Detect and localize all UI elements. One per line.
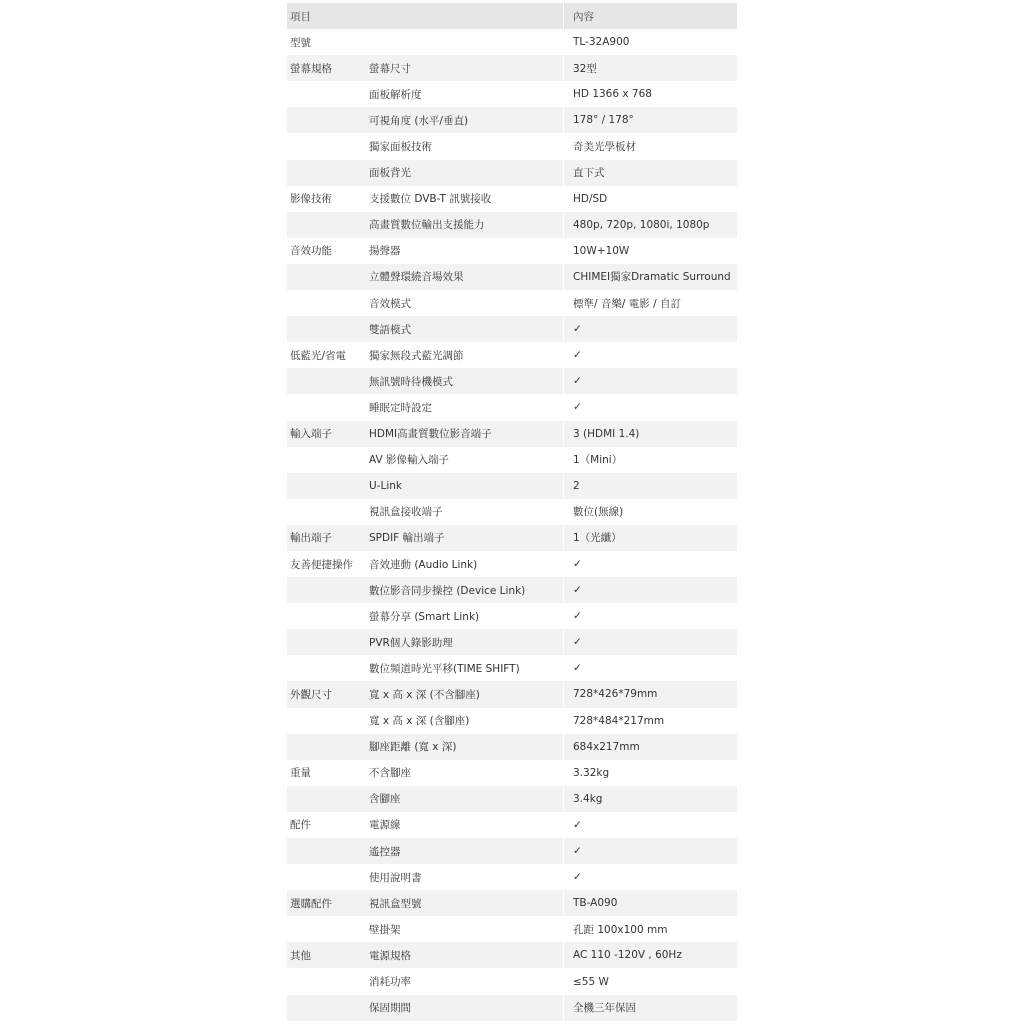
row-item: 含腳座 — [369, 793, 401, 806]
table-row — [287, 368, 737, 394]
row-item: SPDIF 輸出端子 — [369, 532, 445, 545]
row-value: 3.4kg — [573, 792, 603, 805]
table-row — [287, 734, 737, 760]
table-row — [287, 133, 737, 159]
table-row — [287, 473, 737, 499]
row-item: 不含腳座 — [369, 767, 411, 780]
spec-table — [287, 3, 737, 1021]
table-row — [287, 577, 737, 603]
row-value: 數位(無線) — [573, 506, 624, 519]
row-value: ✓ — [573, 584, 582, 597]
row-value: 1（Mini） — [573, 454, 623, 467]
row-item: 音效模式 — [369, 297, 411, 310]
row-item: 電源線 — [369, 819, 401, 832]
row-value: 3 (HDMI 1.4) — [573, 427, 640, 440]
row-category: 配件 — [290, 819, 311, 832]
table-row — [287, 29, 737, 55]
row-value: ✓ — [573, 375, 582, 388]
row-value: ✓ — [573, 871, 582, 884]
row-item: 睡眠定時設定 — [369, 401, 432, 414]
row-value: ✓ — [573, 818, 582, 831]
table-row — [287, 786, 737, 812]
row-item: 數位影音同步操控 (Device Link) — [369, 584, 526, 597]
row-value: AC 110 -120V , 60Hz — [573, 949, 682, 962]
row-item: 音效連動 (Audio Link) — [369, 558, 478, 571]
row-item: 保固期間 — [369, 1002, 411, 1015]
row-item: 螢幕分享 (Smart Link) — [369, 610, 480, 623]
row-value: 480p, 720p, 1080i, 1080p — [573, 218, 710, 231]
row-item: 高畫質數位輸出支援能力 — [369, 219, 485, 232]
row-value: ✓ — [573, 401, 582, 414]
row-item: 雙語模式 — [369, 323, 411, 336]
table-row — [287, 681, 737, 707]
row-item: 可視角度 (水平/垂直) — [369, 114, 469, 127]
row-value: ✓ — [573, 349, 582, 362]
row-value: TL-32A900 — [573, 36, 630, 49]
row-value: 32型 — [573, 62, 597, 75]
table-row — [287, 447, 737, 473]
header-content-label: 內容 — [573, 10, 594, 23]
table-row — [287, 81, 737, 107]
row-value: 684x217mm — [573, 740, 640, 753]
row-value: 直下式 — [573, 167, 605, 180]
row-item: HDMI高畫質數位影音端子 — [369, 428, 492, 441]
row-item: 遙控器 — [369, 845, 401, 858]
table-row — [287, 968, 737, 994]
row-value: ✓ — [573, 845, 582, 858]
row-value: 全機三年保固 — [573, 1002, 636, 1015]
row-value: ✓ — [573, 558, 582, 571]
row-category: 低藍光/省電 — [290, 349, 347, 362]
row-category: 輸入端子 — [290, 428, 332, 441]
row-category: 選購配件 — [290, 897, 332, 910]
row-category: 螢幕規格 — [290, 62, 332, 75]
row-value: ✓ — [573, 323, 582, 336]
row-item: 壁掛架 — [369, 923, 401, 936]
row-value: HD/SD — [573, 192, 608, 205]
row-category: 型號 — [290, 36, 311, 49]
row-item: 數位頻道時光平移(TIME SHIFT) — [369, 662, 520, 675]
table-row — [287, 551, 737, 577]
table-row — [287, 708, 737, 734]
row-category: 音效功能 — [290, 245, 332, 258]
row-value: CHIMEI獨家Dramatic Surround — [573, 271, 731, 284]
row-value: TB-A090 — [573, 897, 618, 910]
row-item: 立體聲環繞音場效果 — [369, 271, 464, 284]
table-row — [287, 342, 737, 368]
table-row — [287, 264, 737, 290]
row-item: 腳座距離 (寬 x 深) — [369, 741, 457, 754]
table-row — [287, 525, 737, 551]
row-item: 視訊盒型號 — [369, 897, 422, 910]
table-row — [287, 160, 737, 186]
row-item: 支援數位 DVB-T 訊號接收 — [369, 193, 492, 206]
table-row — [287, 838, 737, 864]
row-item: 消耗功率 — [369, 976, 411, 989]
table-row — [287, 421, 737, 447]
row-category: 輸出端子 — [290, 532, 332, 545]
row-item: 使用說明書 — [369, 871, 422, 884]
header-item-label: 項目 — [290, 10, 311, 23]
table-row — [287, 290, 737, 316]
row-item: 獨家面板技術 — [369, 141, 432, 154]
row-item: U-Link — [369, 479, 402, 492]
table-row — [287, 916, 737, 942]
table-row — [287, 212, 737, 238]
row-item: 電源規格 — [369, 949, 411, 962]
table-row — [287, 603, 737, 629]
row-item: 寬 x 高 x 深 (含腳座) — [369, 715, 470, 728]
row-item: AV 影像輸入端子 — [369, 454, 450, 467]
row-value: ✓ — [573, 662, 582, 675]
table-row — [287, 760, 737, 786]
table-row — [287, 238, 737, 264]
table-row — [287, 186, 737, 212]
table-row — [287, 107, 737, 133]
table-row — [287, 942, 737, 968]
row-item: 面板解析度 — [369, 88, 422, 101]
row-item: 無訊號時待機模式 — [369, 375, 453, 388]
row-category: 其他 — [290, 949, 311, 962]
row-value: 1（光纖） — [573, 532, 622, 545]
table-row — [287, 995, 737, 1021]
table-header-row — [287, 3, 737, 29]
row-category: 友善便捷操作 — [290, 558, 353, 571]
row-value: 3.32kg — [573, 766, 610, 779]
row-category: 影像技術 — [290, 193, 332, 206]
row-category: 外觀尺寸 — [290, 688, 332, 701]
table-body — [287, 29, 737, 1021]
table-row — [287, 499, 737, 525]
row-value: 10W+10W — [573, 244, 630, 257]
row-value: 728*484*217mm — [573, 714, 665, 727]
row-value: 2 — [573, 479, 580, 492]
table-row — [287, 864, 737, 890]
table-row — [287, 55, 737, 81]
row-value: 728*426*79mm — [573, 688, 658, 701]
row-value: ✓ — [573, 636, 582, 649]
row-category: 重量 — [290, 767, 311, 780]
row-value: ✓ — [573, 610, 582, 623]
row-item: 螢幕尺寸 — [369, 62, 411, 75]
row-item: 視訊盒接收端子 — [369, 506, 443, 519]
row-value: 孔距 100x100 mm — [573, 923, 668, 936]
row-item: 寬 x 高 x 深 (不含腳座) — [369, 688, 480, 701]
row-item: 面板背光 — [369, 167, 411, 180]
row-value: HD 1366 x 768 — [573, 88, 652, 101]
row-item: PVR個人錄影助理 — [369, 636, 453, 649]
table-row — [287, 394, 737, 420]
row-value: 標準/ 音樂/ 電影 / 自訂 — [573, 297, 681, 310]
row-value: ≤55 W — [573, 975, 609, 988]
row-value: 178° / 178° — [573, 114, 634, 127]
row-item: 揚聲器 — [369, 245, 401, 258]
table-row — [287, 316, 737, 342]
table-row — [287, 812, 737, 838]
table-row — [287, 629, 737, 655]
row-value: 奇美光學板材 — [573, 141, 636, 154]
table-row — [287, 655, 737, 681]
table-row — [287, 890, 737, 916]
row-item: 獨家無段式藍光調節 — [369, 349, 464, 362]
